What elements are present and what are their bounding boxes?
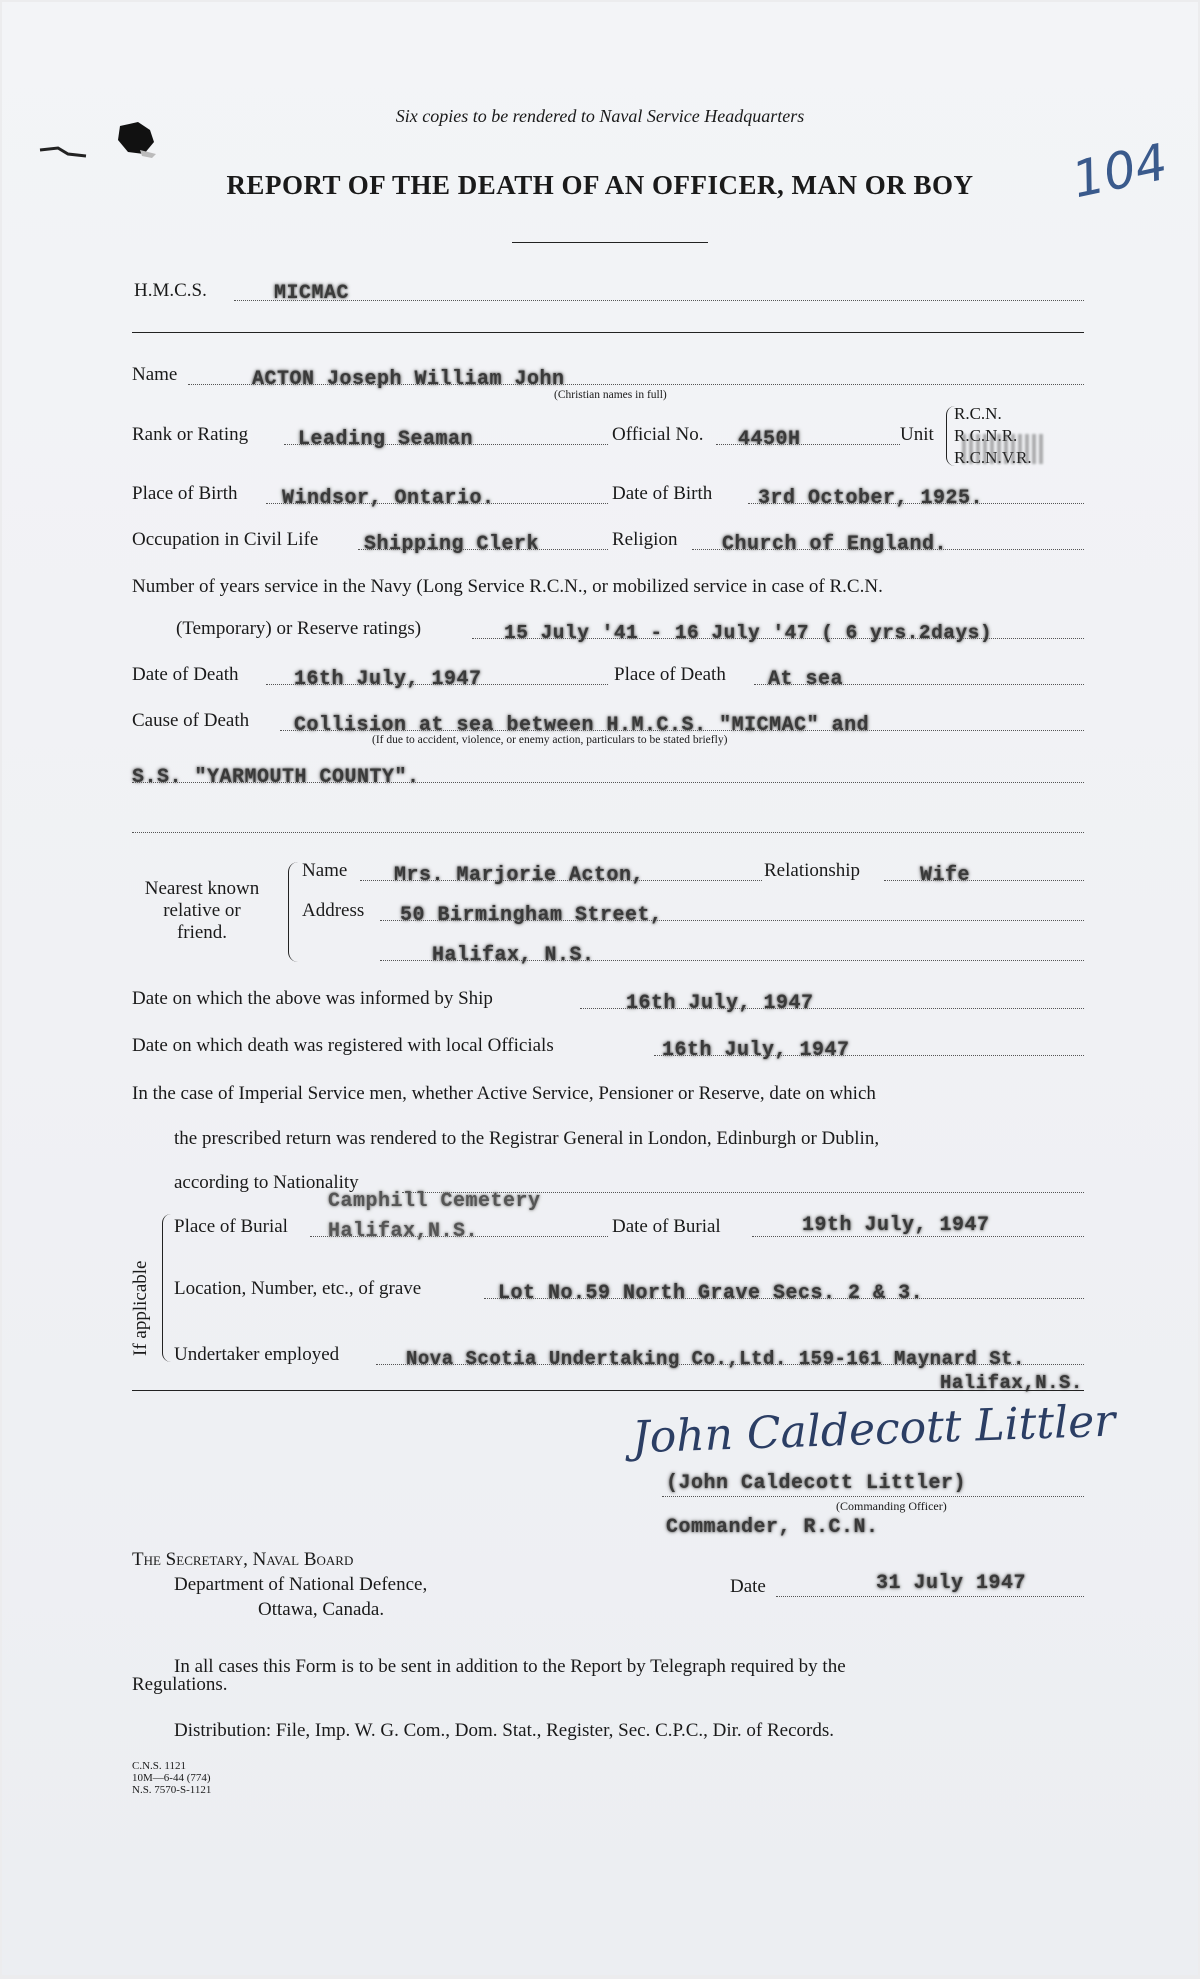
religion-value: Church of England. xyxy=(722,533,948,556)
cause-of-death-value-line2: S.S. "YARMOUTH COUNTY". xyxy=(132,766,420,789)
unit-option-rcnvr: R.C.N.V.R. xyxy=(954,448,1032,467)
nearest-bracket xyxy=(288,862,299,962)
occupation-label: Occupation in Civil Life xyxy=(132,529,319,550)
undertaker-label: Undertaker employed xyxy=(174,1344,340,1365)
hmcs-label: H.M.C.S. xyxy=(134,280,207,301)
rank-value: Leading Seaman xyxy=(298,428,474,451)
unit-label: Unit xyxy=(900,424,934,445)
location-value: Lot No.59 North Grave Secs. 2 & 3. xyxy=(498,1282,924,1305)
imperial-line1: In the case of Imperial Service men, whether Active Service, Pensioner or Reserve, date on which xyxy=(132,1083,876,1104)
date-label: Date xyxy=(730,1576,766,1597)
imperial-line3: according to Nationality xyxy=(174,1172,359,1193)
handwritten-page-number: 104 xyxy=(1067,132,1173,210)
hmcs-dotted-line xyxy=(234,300,1084,301)
title-divider xyxy=(512,242,708,243)
unit-option-rcnr: R.C.N.R. xyxy=(954,426,1018,445)
imperial-line2: the prescribed return was rendered to the Registrar General in London, Edinburgh or Dublin, xyxy=(174,1128,880,1149)
date-dotted-line xyxy=(776,1596,1084,1597)
undertaker-value-line2: Halifax,N.S. xyxy=(940,1372,1083,1394)
occupation-value: Shipping Clerk xyxy=(364,533,540,556)
rank-label: Rank or Rating xyxy=(132,424,249,445)
date-of-burial-label: Date of Burial xyxy=(612,1216,721,1237)
section-divider xyxy=(132,332,1084,333)
unit-option-rcn: R.C.N. xyxy=(954,404,1002,423)
addressee-line2: Department of National Defence, xyxy=(174,1574,428,1595)
cause-of-death-value-line1: Collision at sea between H.M.C.S. "MICMAC" and xyxy=(294,714,870,737)
form-code-line3: N.S. 7570-S-1121 xyxy=(132,1784,212,1796)
official-no-value: 4450H xyxy=(738,428,801,451)
cemetery-value: Camphill Cemetery xyxy=(328,1190,541,1213)
nearest-name-value: Mrs. Marjorie Acton, xyxy=(394,864,645,887)
name-note: (Christian names in full) xyxy=(554,389,667,401)
nearest-label-line1: Nearest known xyxy=(144,878,260,899)
service-label-line2: (Temporary) or Reserve ratings) xyxy=(176,618,422,639)
signature-typed-name: (John Caldecott Littler) xyxy=(666,1472,967,1495)
place-of-death-value: At sea xyxy=(768,668,844,691)
if-applicable-label: If applicable xyxy=(130,1260,151,1356)
address-line1: 50 Birmingham Street, xyxy=(400,904,663,927)
handwritten-signature: John Caldecott Littler xyxy=(631,1395,1116,1464)
registered-label: Date on which death was registered with local Officials xyxy=(132,1035,554,1056)
place-of-birth-value: Windsor, Ontario. xyxy=(282,487,495,510)
date-of-birth-value: 3rd October, 1925. xyxy=(758,487,984,510)
relationship-label: Relationship xyxy=(764,860,861,881)
nearest-label-line2: relative or xyxy=(163,900,241,921)
form-code-line2: 10M—6-44 (774) xyxy=(132,1772,211,1784)
date-of-birth-label: Date of Birth xyxy=(612,483,713,504)
burial-bracket xyxy=(162,1214,171,1362)
cause-of-death-dotted-line-3 xyxy=(132,832,1084,833)
place-of-birth-label: Place of Birth xyxy=(132,483,238,504)
official-no-label: Official No. xyxy=(612,424,704,445)
cause-of-death-note: (If due to accident, violence, or enemy action, particulars to be stated briefly) xyxy=(372,734,728,746)
religion-label: Religion xyxy=(612,529,678,550)
date-of-death-value: 16th July, 1947 xyxy=(294,668,482,691)
hmcs-value: MICMAC xyxy=(274,282,350,305)
instruction-line: Six copies to be rendered to Naval Service Headquarters xyxy=(395,106,805,126)
name-value: ACTON Joseph William John xyxy=(252,368,565,391)
place-of-burial-value: Halifax,N.S. xyxy=(328,1220,479,1243)
date-of-burial-value: 19th July, 1947 xyxy=(802,1214,990,1237)
nearest-name-label: Name xyxy=(302,860,348,881)
place-of-burial-label: Place of Burial xyxy=(174,1216,288,1237)
form-title: REPORT OF THE DEATH OF AN OFFICER, MAN OR BOY xyxy=(226,170,974,200)
footer-note: In all cases this Form is to be sent in addition to the Report by Telegraph required by the xyxy=(174,1656,846,1677)
place-of-death-label: Place of Death xyxy=(614,664,726,685)
informed-label: Date on which the above was informed by Ship xyxy=(132,988,493,1009)
date-value: 31 July 1947 xyxy=(876,1572,1027,1595)
report-form xyxy=(2,2,1198,1975)
burial-divider xyxy=(132,1390,1084,1391)
address-line2: Halifax, N.S. xyxy=(432,944,595,967)
relationship-value: Wife xyxy=(920,864,971,887)
signature-dotted-line xyxy=(662,1496,1084,1497)
footer-note-line2: Regulations. xyxy=(132,1674,228,1695)
name-label: Name xyxy=(132,364,178,385)
service-value: 15 July '41 - 16 July '47 ( 6 yrs.2days) xyxy=(504,622,993,644)
unit-strikeout xyxy=(962,434,1046,464)
service-label-line1: Number of years service in the Navy (Long Service R.C.N., or mobilized service in case of R.C.N. xyxy=(132,576,883,597)
informed-value: 16th July, 1947 xyxy=(626,992,814,1015)
relationship-dotted-line xyxy=(884,880,1084,881)
address-label: Address xyxy=(302,900,365,921)
signature-caption: (Commanding Officer) xyxy=(836,1499,947,1513)
form-code-line1: C.N.S. 1121 xyxy=(132,1760,186,1772)
addressee-line3: Ottawa, Canada. xyxy=(258,1599,385,1620)
nearest-label-line3: friend. xyxy=(176,922,228,943)
staple-mark xyxy=(38,142,88,162)
addressee-line1: The Secretary, Naval Board xyxy=(132,1549,354,1570)
registered-value: 16th July, 1947 xyxy=(662,1039,850,1062)
signature-rank: Commander, R.C.N. xyxy=(666,1516,879,1539)
distribution-line: Distribution: File, Imp. W. G. Com., Dom. Stat., Register, Sec. C.P.C., Dir. of Records. xyxy=(174,1720,835,1741)
cause-of-death-label: Cause of Death xyxy=(132,710,250,731)
date-of-death-label: Date of Death xyxy=(132,664,239,685)
undertaker-value-line1: Nova Scotia Undertaking Co.,Ltd. 159-161 Maynard St. xyxy=(406,1348,1025,1370)
location-label: Location, Number, etc., of grave xyxy=(174,1278,422,1299)
